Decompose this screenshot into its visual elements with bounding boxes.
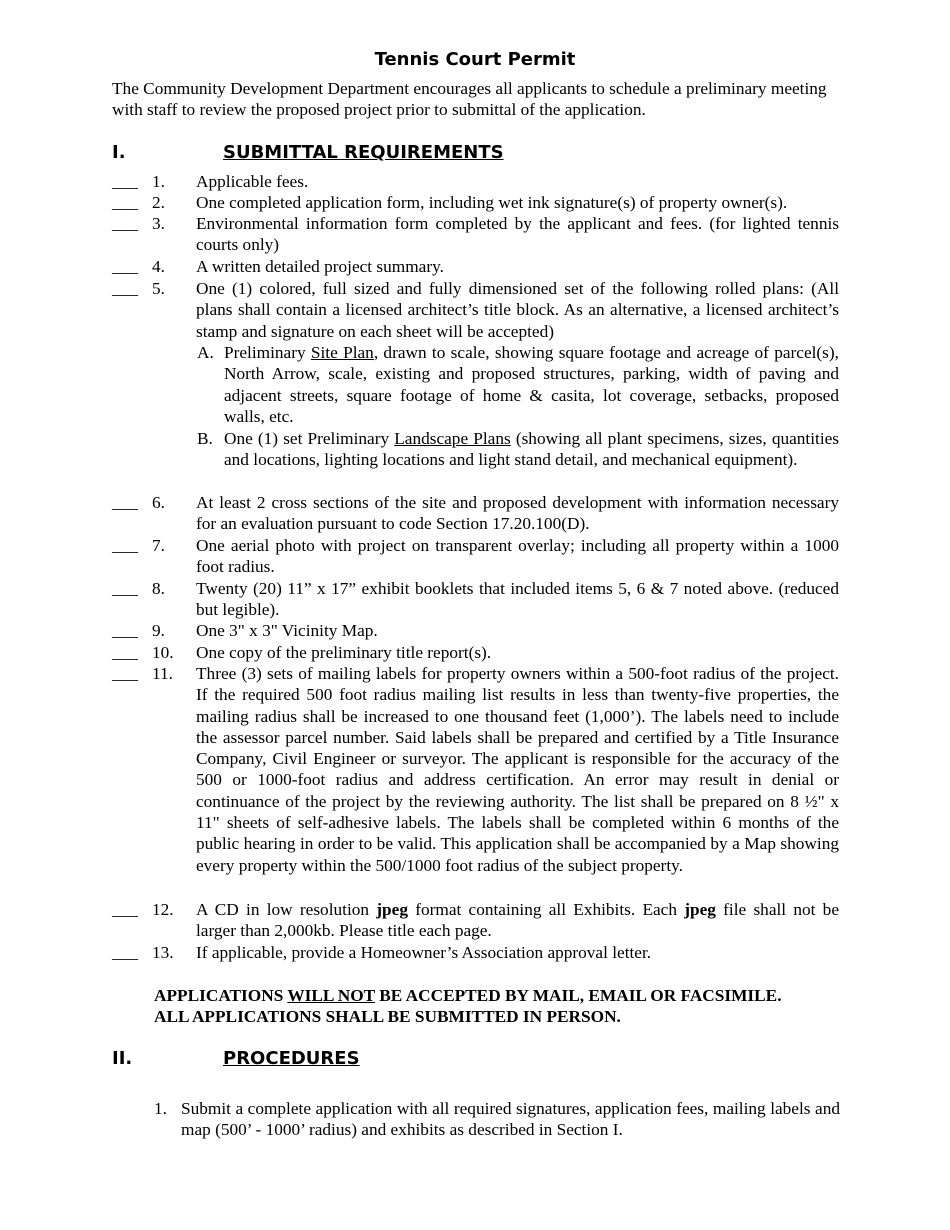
requirement-item [112, 578, 839, 621]
item-number: 8. [152, 579, 165, 598]
notice-line-2: ALL APPLICATIONS SHALL BE SUBMITTED IN PERSON. [154, 1007, 621, 1027]
item-number: 2. [152, 193, 165, 212]
checkbox-blank: ___ [112, 214, 138, 233]
item-text: At least 2 cross sections of the site and proposed development with information necessary for an evaluation pursuant to code Section 17.20.100(D). [196, 493, 839, 534]
requirement-item [112, 642, 839, 663]
section-number: I. [112, 142, 126, 163]
requirement-item [112, 192, 839, 213]
requirement-item [112, 256, 839, 277]
checkbox-blank: ___ [112, 172, 138, 191]
item-text: If applicable, provide a Homeowner’s Association approval letter. [196, 943, 652, 962]
checkbox-blank: ___ [112, 257, 138, 276]
item-number: 1. [152, 172, 165, 191]
notice-text-part: APPLICATIONS [154, 986, 288, 1005]
site-plan-term: Site Plan [310, 343, 374, 362]
item-number: 4. [152, 257, 165, 276]
procedure-item [154, 1098, 840, 1141]
sub-item-letter: A. [197, 343, 214, 362]
item-text: Three (3) sets of mailing labels for property owners within a 500-foot radius of the project. If the required 500 foot radius mailing list results in less than twenty-five properties, the mailing radius shall be increased to one thousand feet (1,000’). The labels need to include the assessor parcel number. Said labels shall be prepared and certified by a Title Insurance Company, Civil Engineer or surveyor. The applicant is responsible for the accuracy of the 500 or 1000-foot radius and address certification. An error may result in denial or continuance of the project by the reviewing authority. The list shall be prepared on 8 ½" x 11" sheets of self-adhesive labels. The labels shall be completed within 6 months of the public hearing in order to be valid. This application shall be accompanied by a Map showing every property within the 500/1000 foot radius of the subject property. [196, 664, 839, 875]
sub-item-text-part: (showing all plant specimens, sizes, quantities and locations, lighting locations and light stand detail, and mechanical equipment). [224, 429, 840, 470]
checkbox-blank: ___ [112, 621, 138, 640]
item-number: 7. [152, 536, 165, 555]
requirement-item [112, 492, 839, 535]
notice-text-part: BE ACCEPTED BY MAIL, EMAIL OR FACSIMILE. [374, 986, 782, 1005]
item-text [196, 899, 839, 942]
requirement-item [112, 535, 839, 578]
item-text: Submit a complete application with all required signatures, application fees, mailing labels and map (500’ - 1000’ radius) and exhibits as described in Section I. [181, 1099, 840, 1140]
checkbox-blank: ___ [112, 579, 138, 598]
requirement-item [112, 663, 839, 876]
item-text: A written detailed project summary. [196, 257, 444, 276]
notice-line-1 [154, 985, 854, 1006]
landscape-plans-term: Landscape Plans [394, 429, 511, 448]
item-number: 11. [152, 664, 173, 683]
item-text: One 3" x 3" Vicinity Map. [196, 621, 378, 640]
item-text: Twenty (20) 11” x 17” exhibit booklets that included items 5, 6 & 7 noted above. (reduced but legible). [196, 579, 839, 620]
section-title: PROCEDURES [223, 1048, 360, 1069]
item-number: 9. [152, 621, 165, 640]
item-number: 1. [154, 1099, 167, 1118]
item-text: Applicable fees. [196, 172, 309, 191]
jpeg-term: jpeg [684, 900, 716, 919]
item-text: Environmental information form completed by the applicant and fees. (for lighted tennis courts only) [196, 214, 839, 255]
item-text: One copy of the preliminary title report(s). [196, 643, 492, 662]
sub-item-text-part: Preliminary [224, 343, 311, 362]
item-number: 12. [152, 900, 174, 919]
sub-item-text [224, 428, 839, 471]
sub-item-letter: B. [197, 429, 213, 448]
item-text-part: A CD in low resolution [196, 900, 377, 919]
sub-item-landscape-plans [197, 428, 839, 471]
requirement-item [112, 278, 839, 342]
section-number: II. [112, 1048, 133, 1069]
item-text-part: file shall not be larger than 2,000kb. Please title each page. [196, 900, 839, 941]
item-text: One aerial photo with project on transparent overlay; including all property within a 1000 foot radius. [196, 536, 839, 577]
requirement-item [112, 213, 839, 256]
sub-item-site-plan [197, 342, 839, 427]
requirement-item [112, 171, 839, 192]
checkbox-blank: ___ [112, 279, 138, 298]
item-text-part: format containing all Exhibits. Each [407, 900, 685, 919]
requirement-item [112, 899, 839, 942]
submission-notice [154, 985, 854, 1028]
checkbox-blank: ___ [112, 664, 138, 683]
item-number: 5. [152, 279, 165, 298]
sub-item-text [224, 342, 839, 427]
item-number: 3. [152, 214, 165, 233]
item-number: 13. [152, 943, 174, 962]
requirement-item [112, 942, 839, 963]
item-number: 10. [152, 643, 174, 662]
checkbox-blank: ___ [112, 943, 138, 962]
checkbox-blank: ___ [112, 900, 138, 919]
checkbox-blank: ___ [112, 536, 138, 555]
item-text: One completed application form, including wet ink signature(s) of property owner(s). [196, 193, 788, 212]
checkbox-blank: ___ [112, 493, 138, 512]
intro-paragraph: The Community Development Department encourages all applicants to schedule a preliminary meeting with staff to review the proposed project prior to submittal of the application. [112, 79, 827, 120]
checkbox-blank: ___ [112, 643, 138, 662]
sub-item-text-part: , drawn to scale, showing square footage and acreage of parcel(s), North Arrow, scale, existing and proposed structures, parking, width of paving and adjacent streets, square footage of home & casita, lot coverage, setbacks, proposed walls, etc. [224, 343, 839, 426]
requirement-item [112, 620, 839, 641]
jpeg-term: jpeg [376, 900, 408, 919]
item-number: 6. [152, 493, 165, 512]
section-title: SUBMITTAL REQUIREMENTS [223, 142, 504, 163]
document-title: Tennis Court Permit [374, 49, 576, 70]
item-text: One (1) colored, full sized and fully dimensioned set of the following rolled plans: (All plans shall contain a licensed architect’s title block. As an alternative, a licensed architect’s stamp and signature on each sheet will be accepted) [196, 279, 839, 341]
notice-will-not: WILL NOT [287, 986, 375, 1005]
checkbox-blank: ___ [112, 193, 138, 212]
sub-item-text-part: One (1) set Preliminary [224, 429, 395, 448]
